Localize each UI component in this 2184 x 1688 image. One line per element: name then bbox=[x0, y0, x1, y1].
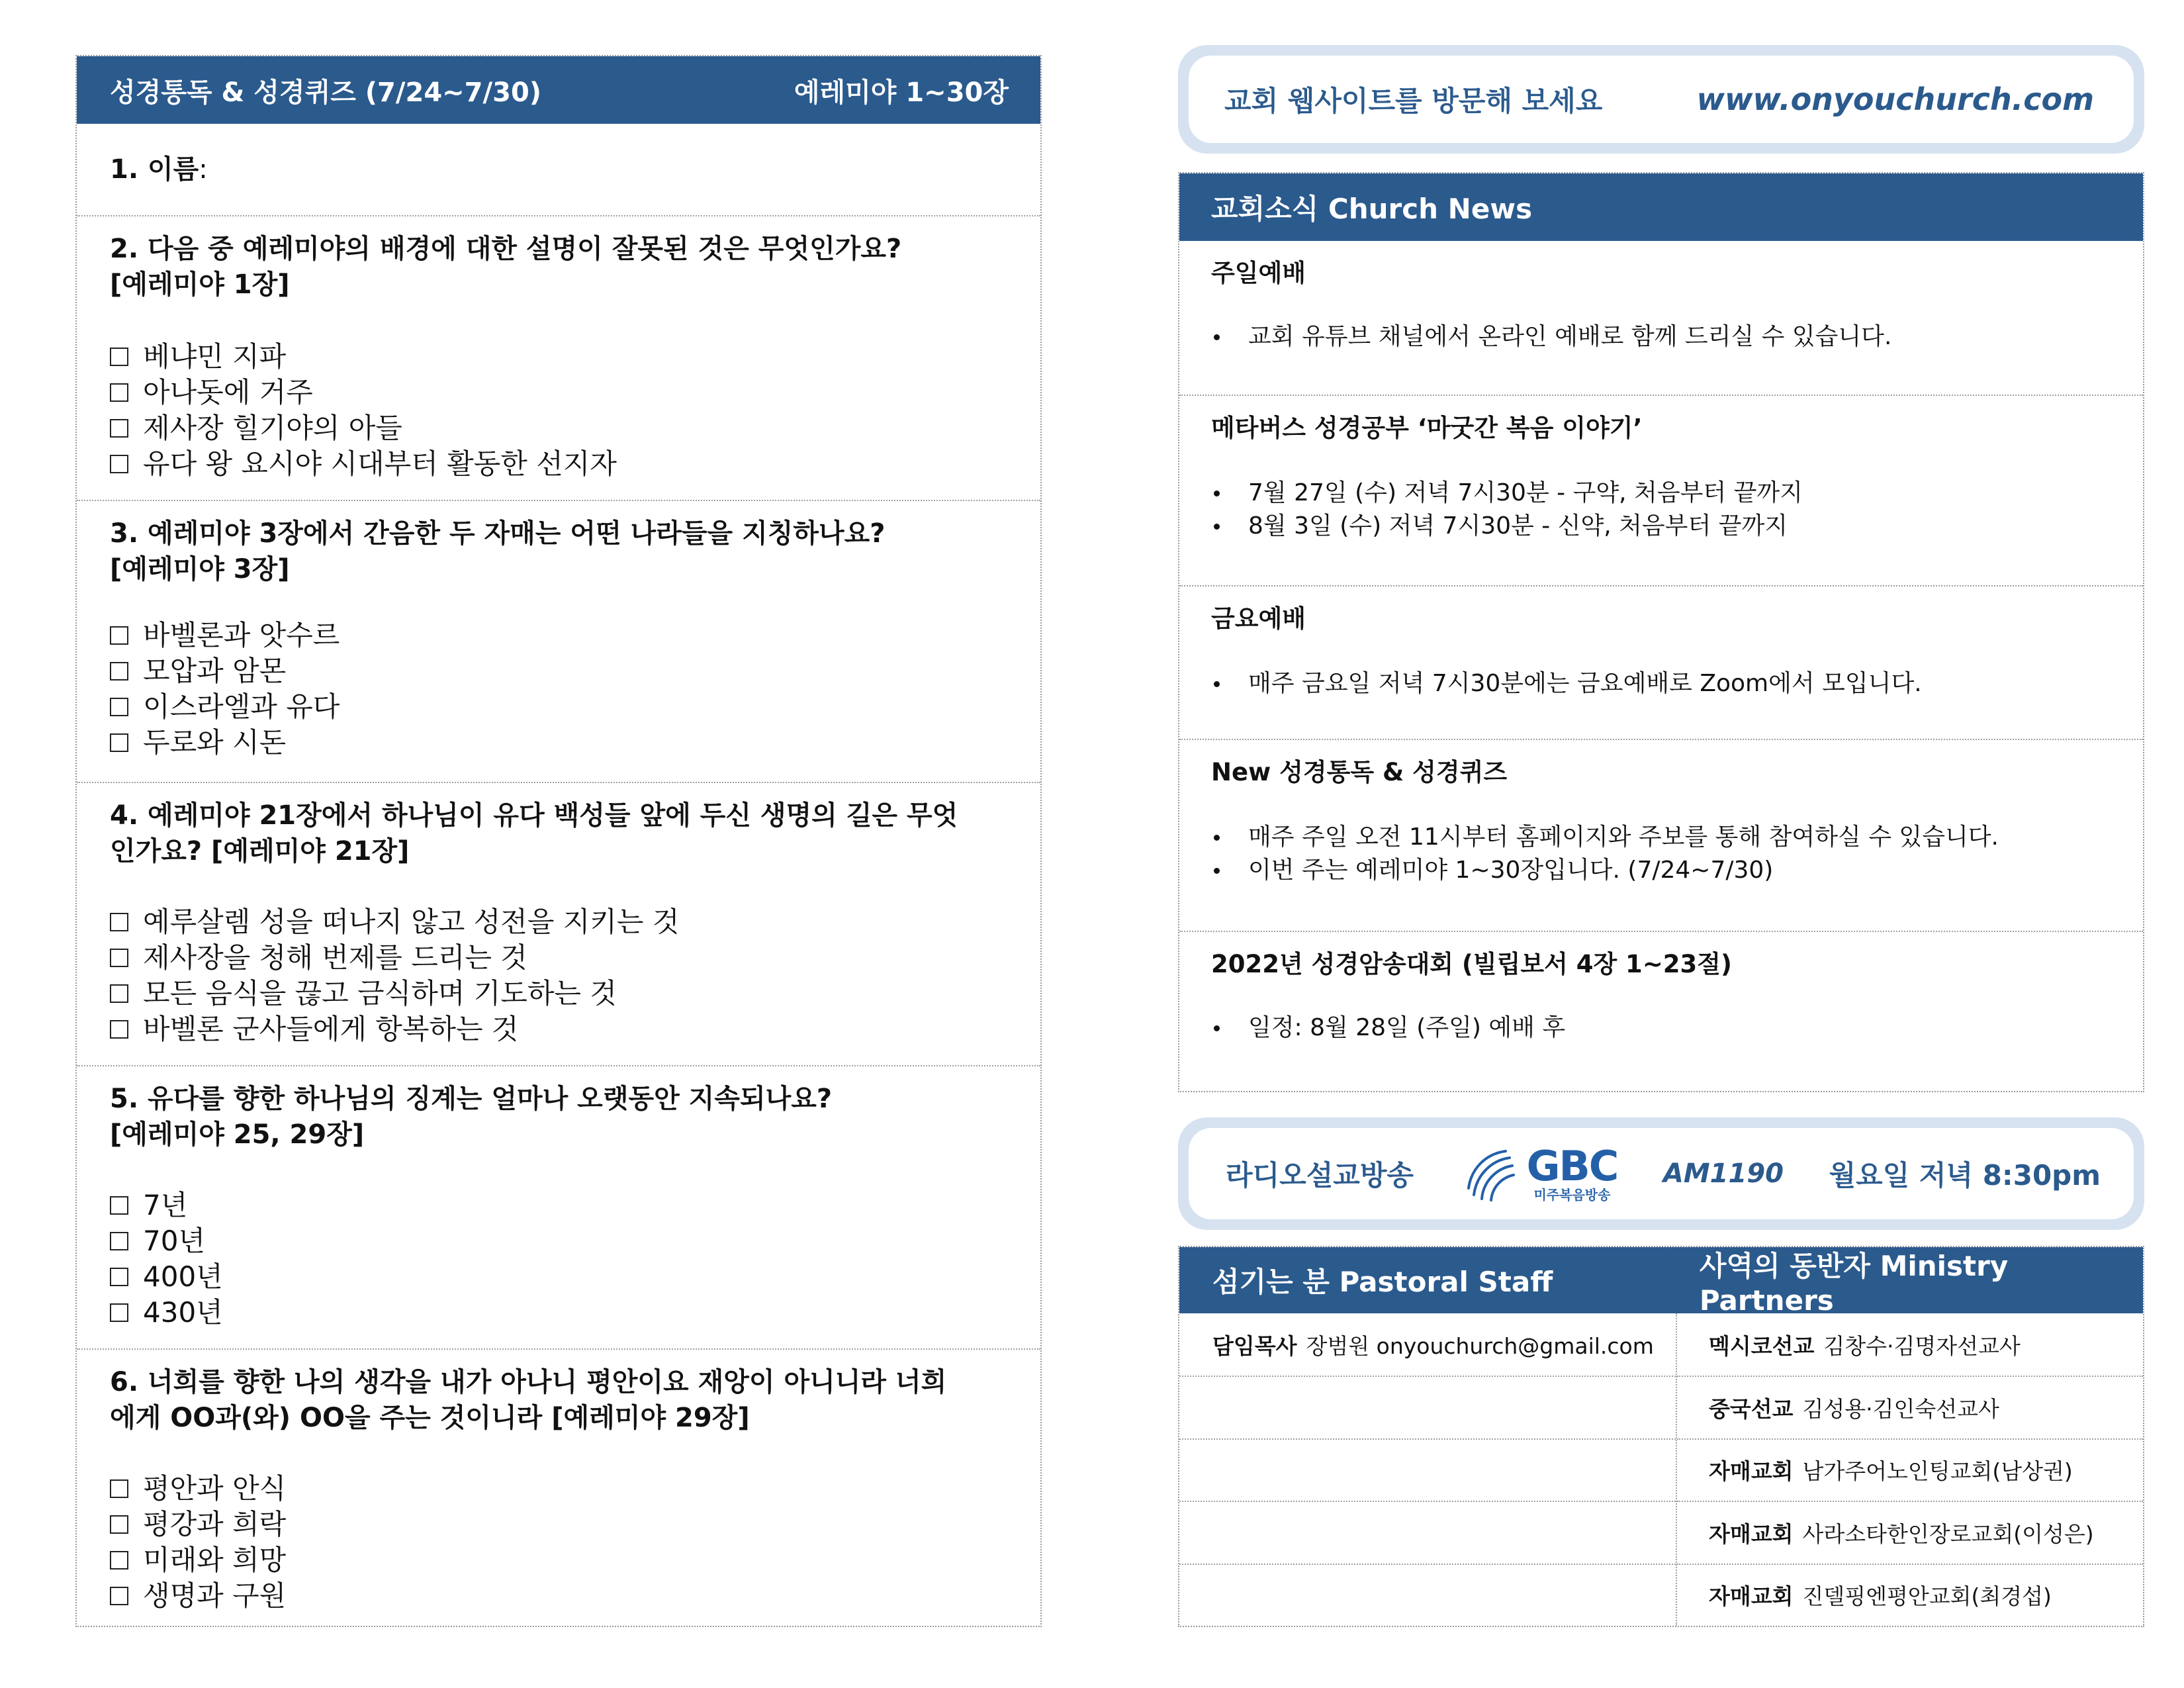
news-section-sunday bbox=[1179, 241, 2143, 395]
gbc-logo-subtext: 미주복음방송 bbox=[1533, 1187, 1611, 1203]
news-item: 7월 27일 (수) 저녁 7시30분 - 구약, 처음부터 끝까지 bbox=[1211, 477, 2116, 510]
question-2-title bbox=[110, 231, 901, 303]
staff-row-empty bbox=[1179, 1376, 1676, 1438]
question-6-title bbox=[110, 1364, 946, 1436]
option[interactable]: 바벨론 군사들에게 항복하는 것 bbox=[110, 1011, 679, 1047]
pastoral-staff-heading: 섬기는 분 Pastoral Staff bbox=[1212, 1266, 1553, 1298]
radio-frequency: AM1190 bbox=[1662, 1158, 1784, 1189]
question-4-line2: 인가요? [예레미야 21장] bbox=[110, 836, 410, 867]
question-5-options bbox=[110, 1188, 223, 1331]
news-section-bible-quiz bbox=[1179, 739, 2143, 931]
question-4 bbox=[77, 782, 1040, 1065]
news-item: 매주 주일 오전 11시부터 홈페이지와 주보를 통해 참여하실 수 있습니다. bbox=[1211, 821, 2116, 854]
checkbox-icon[interactable] bbox=[110, 913, 128, 931]
staff-row-empty bbox=[1179, 1438, 1676, 1501]
news-section-title: 메타버스 성경공부 ‘마굿간 복음 이야기’ bbox=[1211, 414, 1643, 442]
partner-name: 남가주어노인팅교회(남상권) bbox=[1802, 1458, 2073, 1485]
staff-role: 담임목사 bbox=[1212, 1333, 1297, 1359]
option[interactable]: 이스라엘과 유다 bbox=[110, 689, 340, 725]
partner-row bbox=[1677, 1313, 2143, 1376]
checkbox-icon[interactable] bbox=[110, 984, 128, 1003]
option[interactable]: 430년 bbox=[110, 1295, 223, 1331]
question-4-options bbox=[110, 904, 679, 1047]
partner-name: 사라소타한인장로교회(이성은) bbox=[1802, 1521, 2094, 1547]
option[interactable]: 생명과 구원 bbox=[110, 1578, 286, 1614]
partner-name: 김창수·김명자선교사 bbox=[1823, 1333, 2021, 1359]
option[interactable]: 모압과 암몬 bbox=[110, 653, 340, 689]
question-2-line2: [예레미야 1장] bbox=[110, 269, 290, 300]
news-items bbox=[1211, 320, 2116, 353]
news-item: 이번 주는 예레미야 1~30장입니다. (7/24~7/30) bbox=[1211, 854, 2116, 887]
question-3 bbox=[77, 500, 1040, 782]
option[interactable]: 베냐민 지파 bbox=[110, 339, 617, 375]
option[interactable]: 제사장을 청해 번제를 드리는 것 bbox=[110, 940, 679, 976]
question-5-line1: 5. 유다를 향한 하나님의 징계는 얼마나 오랫동안 지속되나요? bbox=[110, 1084, 833, 1114]
question-3-line2: [예레미야 3장] bbox=[110, 554, 290, 585]
name-colon: : bbox=[199, 154, 208, 185]
checkbox-icon[interactable] bbox=[110, 1196, 128, 1215]
staff-name: 장범원 onyouchurch@gmail.com bbox=[1306, 1333, 1654, 1359]
news-item: 매주 금요일 저녁 7시30분에는 금요예배로 Zoom에서 모입니다. bbox=[1211, 667, 2116, 700]
ministry-partners-heading: 사역의 동반자 Ministry Partners bbox=[1699, 1249, 2009, 1317]
staff-header bbox=[1179, 1247, 2143, 1317]
globe-icon bbox=[1459, 1142, 1523, 1205]
radio-label: 라디오설교방송 bbox=[1226, 1159, 1414, 1192]
radio-banner bbox=[1178, 1117, 2144, 1230]
checkbox-icon[interactable] bbox=[110, 348, 128, 366]
news-section-recitation bbox=[1179, 931, 2143, 1091]
question-6-options bbox=[110, 1471, 286, 1614]
option[interactable]: 아나돗에 거주 bbox=[110, 375, 617, 410]
checkbox-icon[interactable] bbox=[110, 1268, 128, 1286]
partner-role: 자매교회 bbox=[1709, 1583, 1794, 1610]
radio-time: 월요일 저녁 8:30pm bbox=[1829, 1159, 2101, 1192]
partner-role: 자매교회 bbox=[1709, 1458, 1794, 1485]
checkbox-icon[interactable] bbox=[110, 662, 128, 680]
partner-name: 김성용·김인숙선교사 bbox=[1802, 1396, 1999, 1423]
staff-row bbox=[1179, 1313, 1676, 1376]
website-banner bbox=[1178, 45, 2144, 154]
option[interactable]: 400년 bbox=[110, 1259, 223, 1295]
checkbox-icon[interactable] bbox=[110, 626, 128, 645]
news-item: 교회 유튜브 채널에서 온라인 예배로 함께 드리실 수 있습니다. bbox=[1211, 320, 2116, 353]
quiz-header bbox=[77, 56, 1040, 124]
checkbox-icon[interactable] bbox=[110, 698, 128, 716]
partner-row bbox=[1677, 1564, 2143, 1626]
question-6 bbox=[77, 1348, 1040, 1628]
checkbox-icon[interactable] bbox=[110, 1587, 128, 1605]
option[interactable]: 70년 bbox=[110, 1223, 223, 1259]
checkbox-icon[interactable] bbox=[110, 1479, 128, 1498]
question-4-line1: 4. 예레미야 21장에서 하나님이 유다 백성들 앞에 두신 생명의 길은 무엇 bbox=[110, 800, 958, 831]
name-field[interactable] bbox=[77, 124, 1040, 215]
option[interactable]: 평강과 희락 bbox=[110, 1507, 286, 1542]
checkbox-icon[interactable] bbox=[110, 383, 128, 402]
checkbox-icon[interactable] bbox=[110, 1551, 128, 1570]
news-items bbox=[1211, 821, 2116, 887]
news-header: 교회소식 Church News bbox=[1179, 173, 2143, 241]
option[interactable]: 미래와 희망 bbox=[110, 1542, 286, 1578]
question-5 bbox=[77, 1065, 1040, 1348]
option[interactable]: 예루살렘 성을 떠나지 않고 성전을 지키는 것 bbox=[110, 904, 679, 940]
staff-row-empty bbox=[1179, 1564, 1676, 1626]
church-news-panel bbox=[1178, 172, 2144, 1092]
checkbox-icon[interactable] bbox=[110, 455, 128, 473]
gbc-logo-text: GBC bbox=[1526, 1142, 1618, 1190]
quiz-title: 성경통독 & 성경퀴즈 (7/24~7/30) bbox=[110, 77, 542, 108]
question-2 bbox=[77, 215, 1040, 500]
checkbox-icon[interactable] bbox=[110, 1232, 128, 1250]
question-2-options bbox=[110, 339, 617, 482]
partner-row bbox=[1677, 1501, 2143, 1563]
question-3-line1: 3. 예레미야 3장에서 간음한 두 자매는 어떤 나라들을 지칭하나요? bbox=[110, 518, 886, 549]
name-label: 1. 이름 bbox=[110, 154, 199, 185]
checkbox-icon[interactable] bbox=[110, 419, 128, 438]
option[interactable]: 유다 왕 요시야 시대부터 활동한 선지자 bbox=[110, 446, 617, 482]
news-items bbox=[1211, 1011, 2116, 1045]
staff-row-empty bbox=[1179, 1501, 1676, 1563]
checkbox-icon[interactable] bbox=[110, 1303, 128, 1322]
checkbox-icon[interactable] bbox=[110, 1020, 128, 1039]
quiz-range: 예레미야 1~30장 bbox=[794, 77, 1009, 108]
news-section-metaverse bbox=[1179, 395, 2143, 585]
news-items bbox=[1211, 667, 2116, 700]
news-item: 8월 3일 (수) 저녁 7시30분 - 신약, 처음부터 끝까지 bbox=[1211, 510, 2116, 543]
question-3-title bbox=[110, 516, 885, 587]
question-2-line1: 2. 다음 중 예레미야의 배경에 대한 설명이 잘못된 것은 무엇인가요? bbox=[110, 234, 902, 264]
option[interactable]: 제사장 힐기야의 아들 bbox=[110, 410, 617, 446]
partner-name: 진델핑엔평안교회(최경섭) bbox=[1802, 1583, 2052, 1610]
question-3-options bbox=[110, 618, 340, 761]
option[interactable]: 평안과 안식 bbox=[110, 1471, 286, 1507]
option[interactable]: 두로와 시돈 bbox=[110, 725, 340, 761]
news-section-title: New 성경통독 & 성경퀴즈 bbox=[1211, 758, 1508, 786]
checkbox-icon[interactable] bbox=[110, 1515, 128, 1534]
staff-panel bbox=[1178, 1246, 2144, 1627]
option[interactable]: 모든 음식을 끊고 금식하며 기도하는 것 bbox=[110, 976, 679, 1011]
website-link[interactable]: www.onyouchurch.com bbox=[1696, 81, 2094, 117]
option[interactable]: 7년 bbox=[110, 1188, 223, 1223]
partner-role: 멕시코선교 bbox=[1709, 1333, 1815, 1359]
news-item: 일정: 8월 28일 (주일) 예배 후 bbox=[1211, 1011, 2116, 1045]
partner-row bbox=[1677, 1438, 2143, 1501]
website-label: 교회 웹사이트를 방문해 보세요 bbox=[1224, 85, 1603, 117]
news-section-friday bbox=[1179, 585, 2143, 739]
question-5-line2: [예레미야 25, 29장] bbox=[110, 1119, 365, 1150]
news-section-title: 2022년 성경암송대회 (빌립보서 4장 1~23절) bbox=[1211, 950, 1732, 978]
checkbox-icon[interactable] bbox=[110, 733, 128, 752]
checkbox-icon[interactable] bbox=[110, 949, 128, 967]
question-6-line2: 에게 OO과(와) OO을 주는 것이니라 [예레미야 29장] bbox=[110, 1403, 750, 1433]
option[interactable]: 바벨론과 앗수르 bbox=[110, 618, 340, 653]
question-6-line1: 6. 너희를 향한 나의 생각을 내가 아나니 평안이요 재앙이 아니니라 너희 bbox=[110, 1367, 947, 1397]
partner-role: 중국선교 bbox=[1709, 1396, 1794, 1423]
news-section-title: 금요예배 bbox=[1211, 604, 1306, 633]
question-5-title bbox=[110, 1081, 832, 1152]
partner-role: 자매교회 bbox=[1709, 1521, 1794, 1547]
news-section-title: 주일예배 bbox=[1211, 259, 1306, 287]
partner-row bbox=[1677, 1376, 2143, 1438]
ministry-partners-column bbox=[1677, 1313, 2143, 1626]
gbc-logo bbox=[1459, 1142, 1618, 1205]
question-4-title bbox=[110, 798, 958, 869]
pastoral-staff-column bbox=[1179, 1313, 1677, 1626]
news-items bbox=[1211, 477, 2116, 543]
quiz-panel bbox=[75, 55, 1042, 1627]
